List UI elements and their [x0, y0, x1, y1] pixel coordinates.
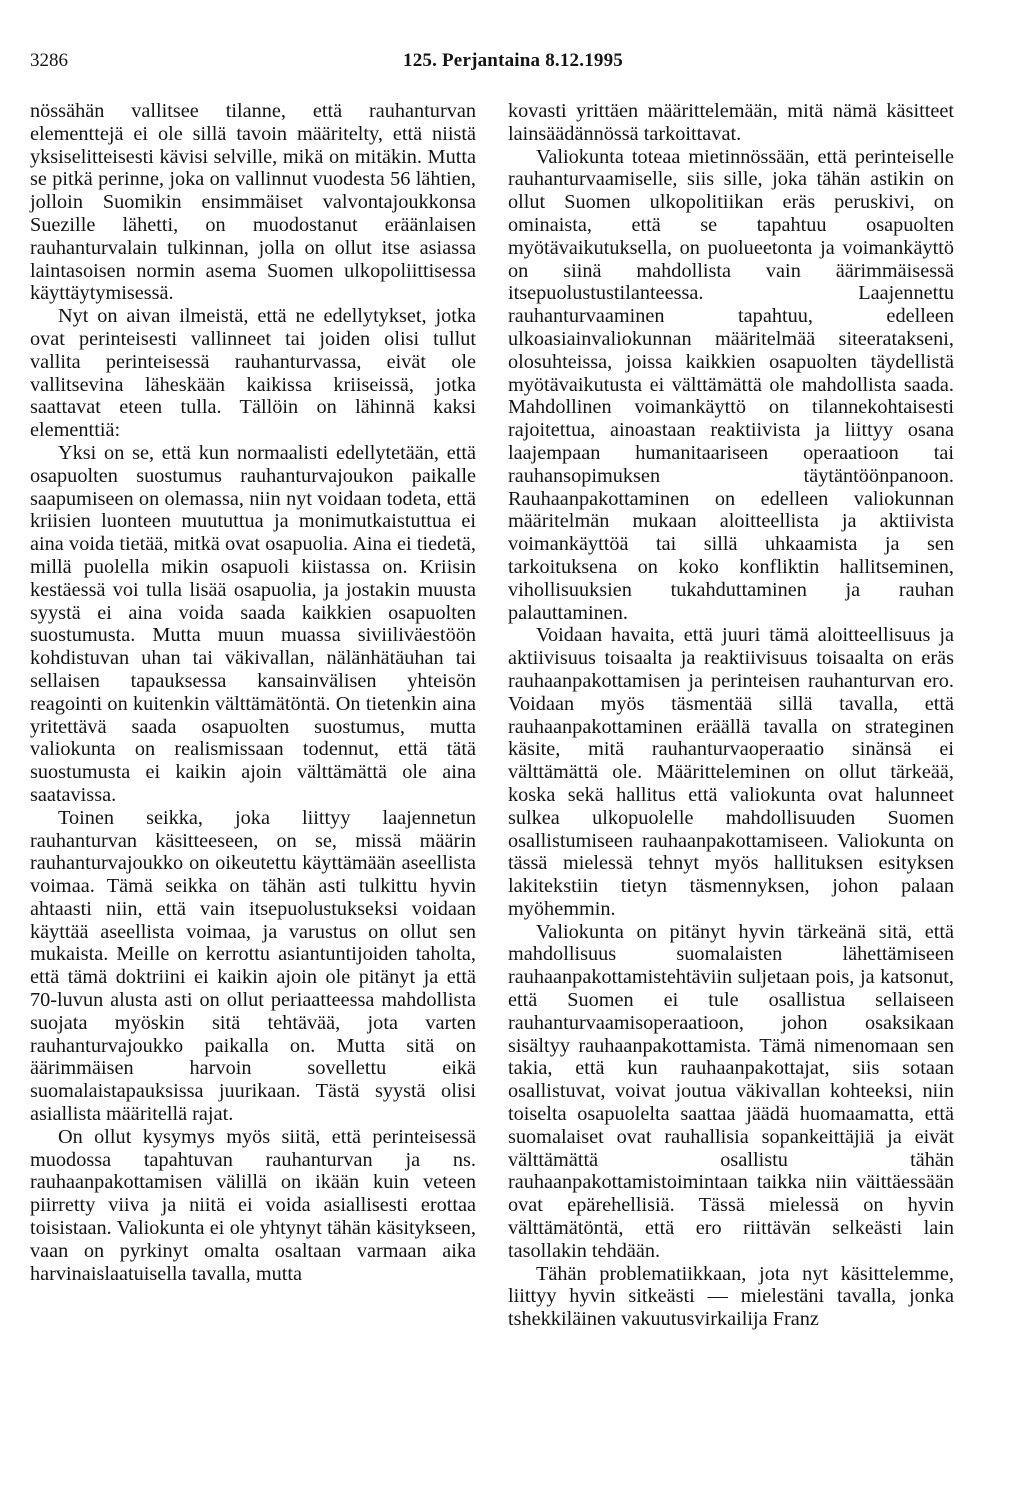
- paragraph: Tähän problematiikkaan, jota nyt käsittelemme, liittyy hyvin sitkeästi — mielestäni tavalla, jonka tshekkiläinen vakuutusvirkailija Franz: [508, 1262, 954, 1331]
- page-number: 3286: [30, 50, 68, 71]
- paragraph: kovasti yrittäen määrittelemään, mitä nämä käsitteet lainsäädännössä tarkoittavat.: [508, 100, 954, 145]
- paragraph: nössähän vallitsee tilanne, että rauhanturvan elementtejä ei ole sillä tavoin määritelty, että niistä yksiselitteisesti kävisi selville, mikä on mitäkin. Mutta se pitkä perinne, joka on vallinnut vuodesta 56 lähtien, jolloin Suomikin ensimmäiset valvontajoukkonsa Suezille lähetti, on muodostanut eräänlaisen rauhanturvalain tulkinnan, jolla on ollut itse asiassa laintasoisen normin asema Suomen ulkopoliittisessa käyttäytymisessä.: [30, 100, 476, 305]
- page-header: [30, 50, 996, 76]
- paragraph: Yksi on se, että kun normaalisti edellytetään, että osapuolten suostumus rauhanturvajoukon paikalle saapumiseen on olemassa, niin nyt voidaan todeta, että kriisien luonteen muututtua ja monimutkaistuttua ei aina voida tietää, mitkä ovat osapuolia. Aina ei tiedetä, millä puolella mikin osapuoli kiistassa on. Kriisin kestäessä voi tulla lisää osapuolia, ja jostakin muusta syystä ei aina voida saada kaikkien osapuolten suostumusta. Mutta muun muassa siviiliväestöön kohdistuvan uhan tai väkivallan, nälänhätäuhan tai sellaisen tapauksessa kansainvälisen yhteisön reagointi on kuitenkin välttämätöntä. On tietenkin aina yritettävä saada osapuolten suostumus, mutta valiokunta on realismissaan todennut, että tätä suostumusta ei kaikin ajoin välttämättä ole aina saatavissa.: [30, 441, 476, 806]
- right-column: [508, 100, 954, 1331]
- paragraph: Valiokunta toteaa mietinnössään, että perinteiselle rauhanturvaamiselle, siis sille, joka tähän astikin on ollut Suomen ulkopolitiikan eräs peruskivi, on ominaista, että se tapahtuu osapuolten myötävaikutuksella, on puolueetonta ja voimankäyttö on siinä mahdollista vain äärimmäisessä itsepuolustustilanteessa. Laajennettu rauhanturvaaminen tapahtuu, edelleen ulkoasiainvaliokunnan määritelmää siteeratakseni, olosuhteissa, joissa kaikkien osapuolten täydellistä myötävaikutusta ei välttämättä ole mahdollista saada. Mahdollinen voimankäyttö on tilannekohtaisesti rajoitettua, ainoastaan reaktiivista ja liittyy osana laajempaan humanitaariseen operaatioon tai rauhansopimuksen täytäntöönpanoon. Rauhaanpakottaminen on edelleen valiokunnan määritelmän mukaan aloitteellista ja aktiivista voimankäyttöä tai sillä uhkaamista ja sen tarkoituksena on koko konfliktin hallitseminen, vihollisuuksien tukahduttaminen ja rauhan palauttaminen.: [508, 145, 954, 624]
- paragraph: Voidaan havaita, että juuri tämä aloitteellisuus ja aktiivisuus toisaalta ja reaktiivisuus toisaalta on eräs rauhaanpakottamisen ja perinteisen rauhanturvan ero. Voidaan myös täsmentää sillä tavalla, että rauhaanpakottaminen eräällä tavalla on strateginen käsite, mitä rauhanturvaoperaatio sinänsä ei välttämättä ole. Määritteleminen on ollut tärkeää, koska sekä hallitus että valiokunta ovat halunneet sulkea ulkopuolelle mahdollisuuden Suomen osallistumiseen rauhaanpakottamiseen. Valiokunta on tässä mielessä tehnyt myös hallituksen esityksen lakitekstiin tietyn täsmennyksen, johon palaan myöhemmin.: [508, 624, 954, 920]
- left-column: [30, 100, 476, 1285]
- paragraph: Toinen seikka, joka liittyy laajennetun rauhanturvan käsitteeseen, on se, missä määrin rauhanturvajoukko on oikeutettu käyttämään aseellista voimaa. Tämä seikka on tähän asti tulkittu hyvin ahtaasti niin, että vain itsepuolustukseksi voidaan käyttää aseellista voimaa, ja varustus on ollut sen mukaista. Meille on kerrottu asiantuntijoiden taholta, että tämä doktriini ei kaikin ajoin ole pitänyt ja että 70-luvun alusta asti on ollut periaatteessa mahdollista suojata myöskin sitä tehtävää, jota varten rauhanturvajoukko paikalla on. Mutta sitä on äärimmäisen harvoin sovellettu eikä suomalaistapauksissa juurikaan. Tästä syystä olisi asiallista määritellä rajat.: [30, 806, 476, 1126]
- issue-title: 125. Perjantaina 8.12.1995: [403, 50, 623, 71]
- paragraph: Nyt on aivan ilmeistä, että ne edellytykset, jotka ovat perinteisesti vallinneet tai joiden olisi tullut vallita perinteisessä rauhanturvassa, eivät ole vallitsevina läheskään kaikissa kriiseissä, jotka saattavat eteen tulla. Tällöin on lähinnä kaksi elementtiä:: [30, 305, 476, 442]
- paragraph: Valiokunta on pitänyt hyvin tärkeänä sitä, että mahdollisuus suomalaisten lähettämiseen rauhaanpakottamistehtäviin suljetaan pois, ja katsonut, että Suomen ei tule osallistua sellaiseen rauhanturvaamisoperaatioon, johon osaksikaan sisältyy rauhaanpakottamista. Tämä nimenomaan sen takia, että kun rauhaanpakottajat, siis sotaan osallistuvat, voivat joutua väkivallan kohteeksi, niin toiselta osapuolelta saattaa jäädä huomaamatta, että suomalaiset ovat rauhallisia sopankeittäjiä ja eivät välttämättä osallistu tähän rauhaanpakottamistoimintaan taikka niin väittäessään ovat epärehellisiä. Tässä mielessä on hyvin välttämätöntä, että ero riittävän selkeästi lain tasollakin tehdään.: [508, 920, 954, 1262]
- paragraph: On ollut kysymys myös siitä, että perinteisessä muodossa tapahtuvan rauhanturvan ja ns. rauhaanpakottamisen välillä on ikään kuin veteen piirretty viiva ja niitä ei voida asiallisesti erottaa toisistaan. Valiokunta ei ole yhtynyt tähän käsitykseen, vaan on pyrkinyt omalta osaltaan varmaan aika harvinaislaatuisella tavalla, mutta: [30, 1125, 476, 1285]
